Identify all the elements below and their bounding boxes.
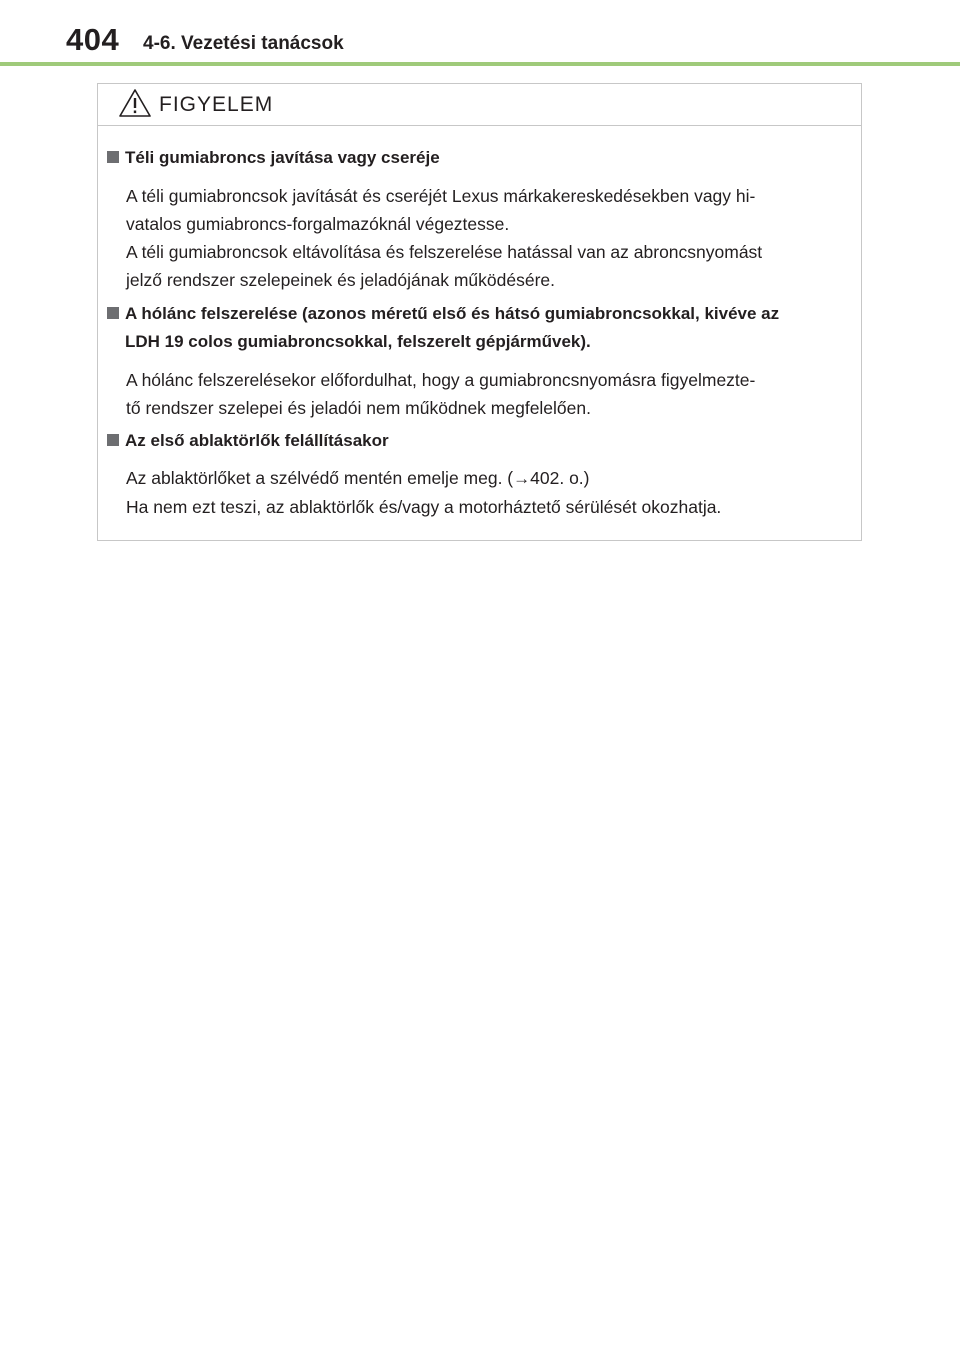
item-heading-text: Téli gumiabroncs javítása vagy cseréje [125,148,440,167]
text-line [126,464,847,493]
section-title: 4-6. Vezetési tanácsok [143,33,344,54]
warning-header [98,84,861,126]
item-heading [107,144,853,172]
text-line: A téli gumiabroncsok javítását és cseréjét Lexus márkakereskedésekben vagy hi- [126,186,756,206]
text-fragment: Az ablaktörlőket a szélvédő mentén emelje meg. ( [126,468,514,488]
square-bullet-icon [107,434,119,446]
arrow-right-icon: → [513,469,531,488]
square-bullet-icon [107,307,119,319]
item-heading [107,427,853,455]
warning-box [97,83,862,541]
item-text [126,464,847,521]
page-header [0,0,960,70]
item-heading-text: LDH 19 colos gumiabroncsokkal, felszerelt gépjárművek). [125,332,591,351]
text-line: vatalos gumiabroncs-forgalmazóknál végeztesse. [126,214,510,234]
item-heading-text: Az első ablaktörlők felállításakor [125,431,389,450]
item-text [126,366,847,422]
warning-title: FIGYELEM [159,93,274,116]
text-line: tő rendszer szelepei és jeladói nem működnek megfelelően. [126,398,591,418]
header-rule [0,62,960,66]
text-line: A hólánc felszerelésekor előfordulhat, hogy a gumiabroncsnyomásra figyelmezte- [126,370,756,390]
text-line: Ha nem ezt teszi, az ablaktörlők és/vagy a motorháztető sérülését okozhatja. [126,497,722,517]
text-line: jelző rendszer szelepeinek és jeladójának működésére. [126,270,555,290]
square-bullet-icon [107,151,119,163]
page-number: 404 [66,22,120,57]
item-text [126,182,847,294]
warning-triangle-icon [118,88,152,118]
text-line: A téli gumiabroncsok eltávolítása és felszerelése hatással van az abroncsnyomást [126,242,763,262]
item-heading [107,300,853,356]
page-reference: 402. o.) [530,468,590,488]
item-heading-text: A hólánc felszerelése (azonos méretű első és hátsó gumiabroncsokkal, kivéve az [125,304,780,323]
